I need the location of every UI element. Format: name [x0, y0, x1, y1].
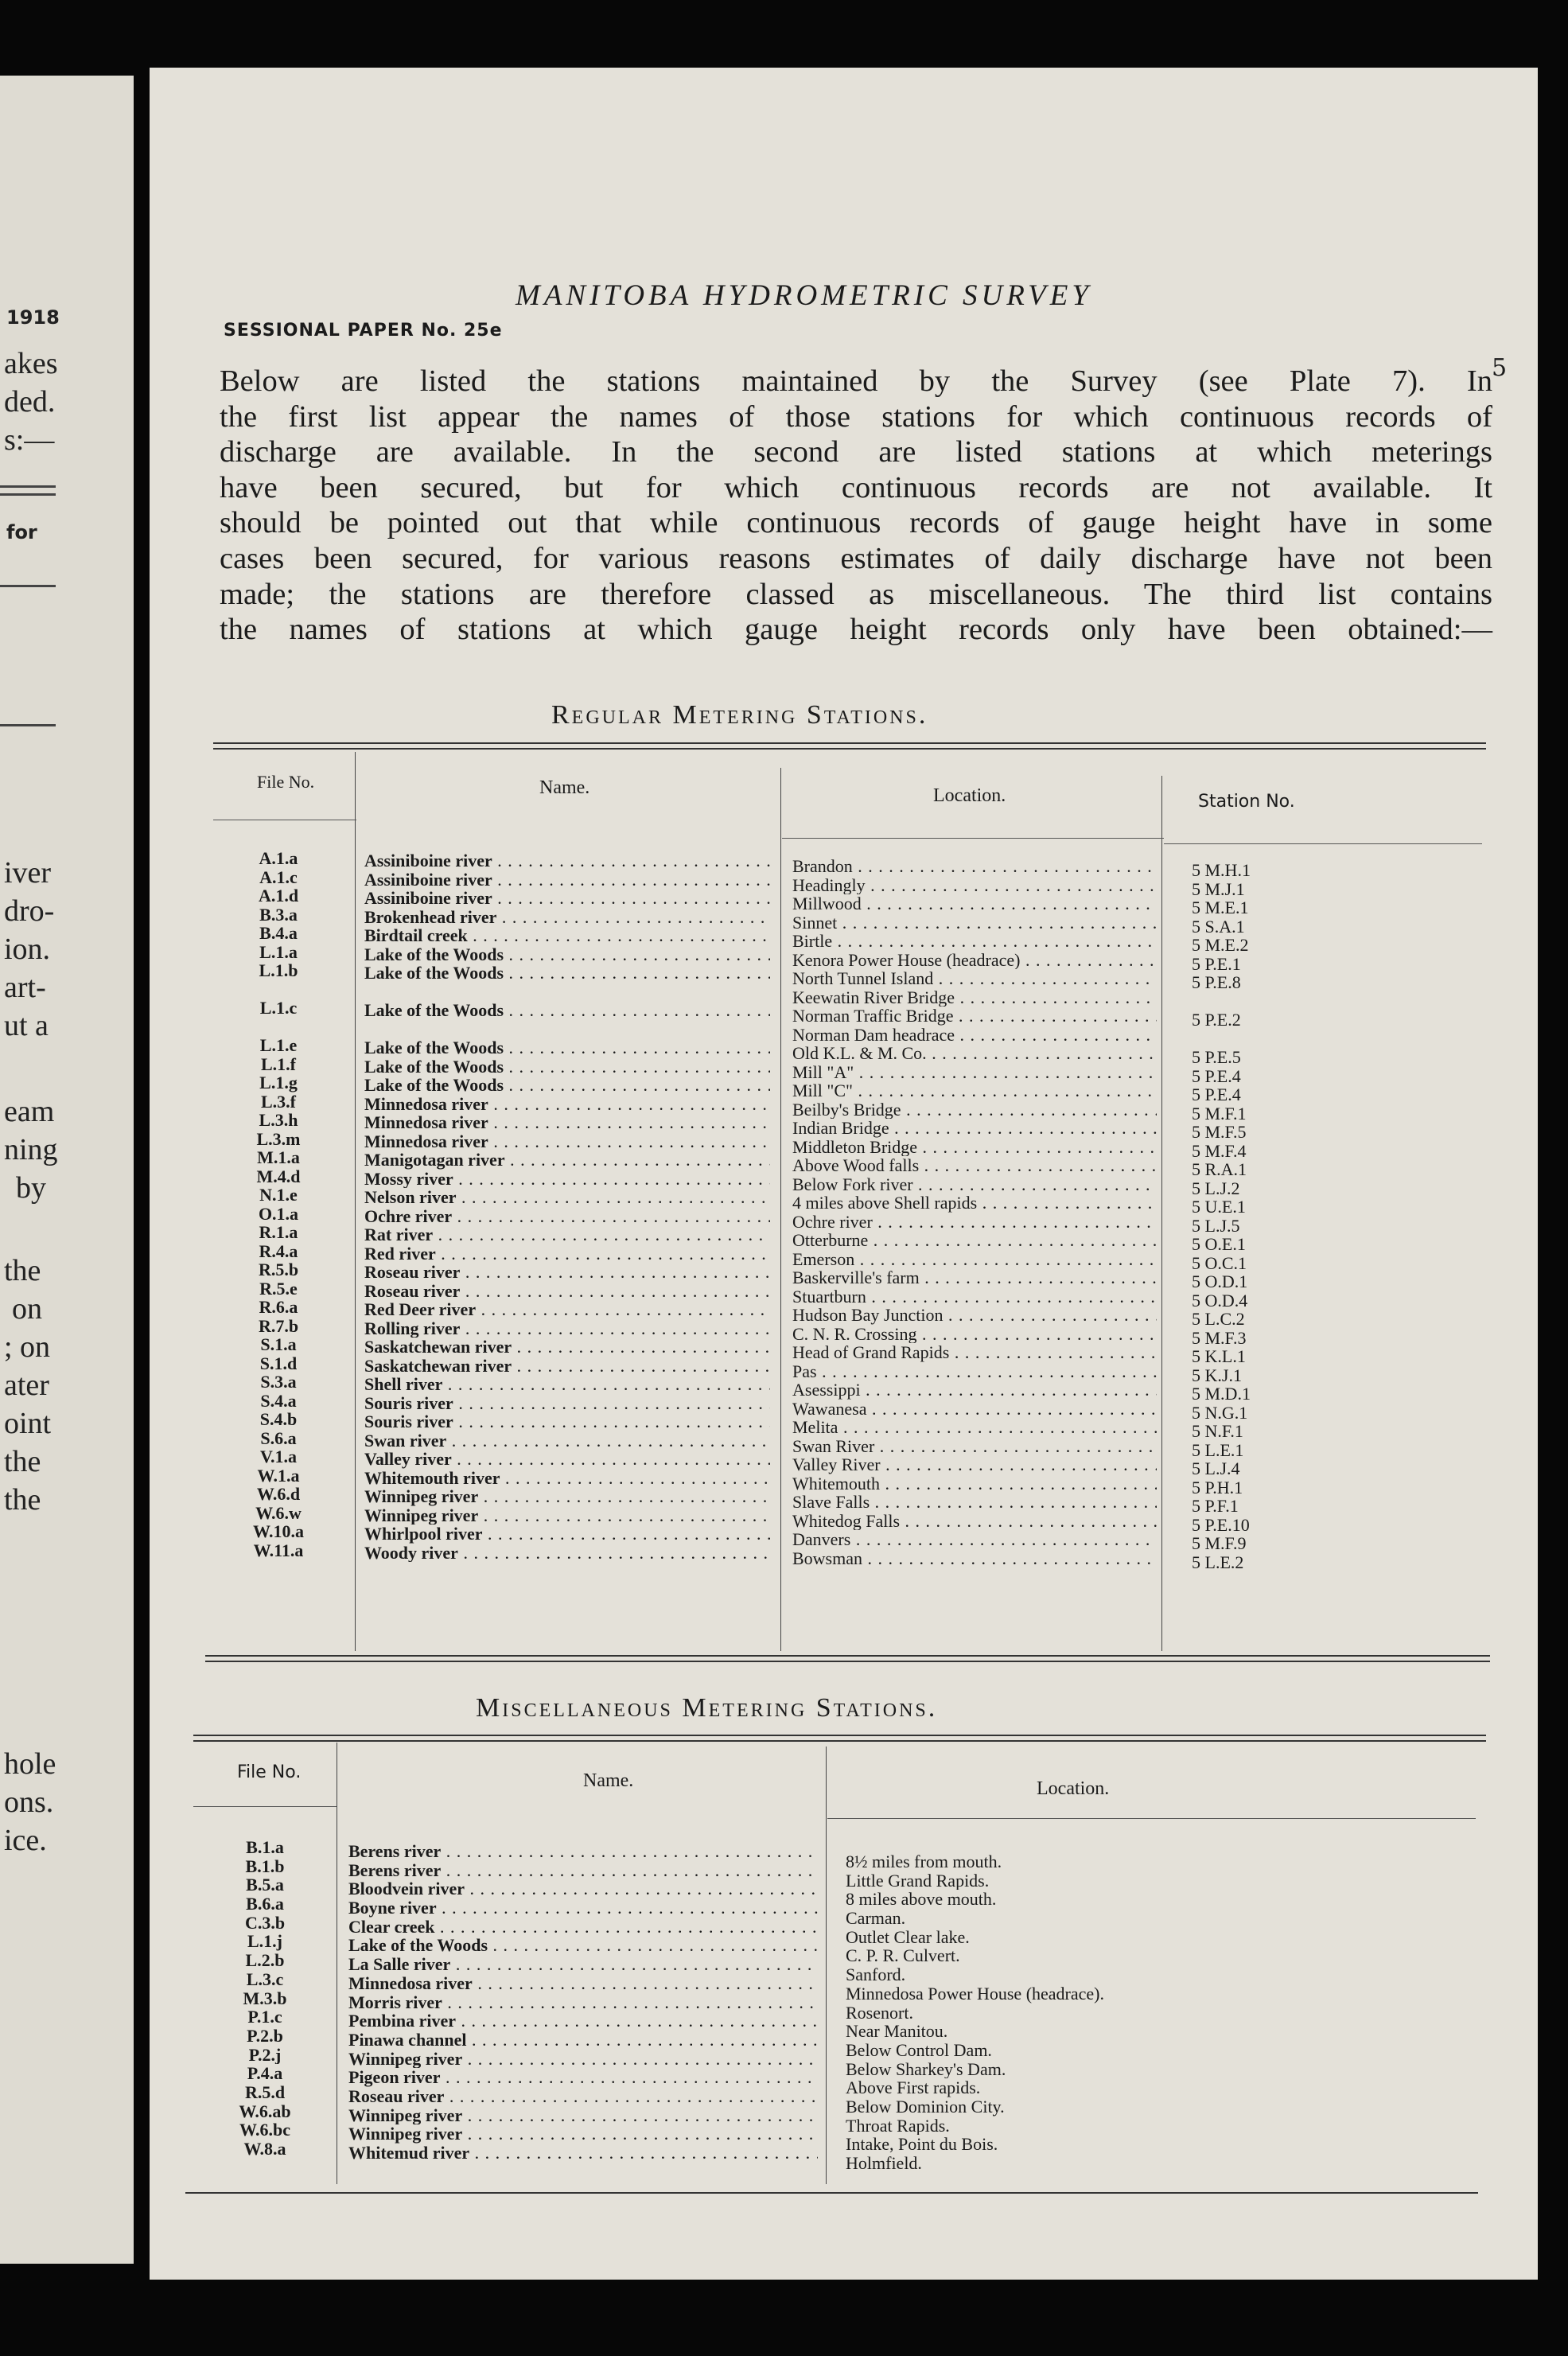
column-divider	[355, 752, 356, 1651]
regular-station-cell: 5 O.D.1	[1192, 1272, 1248, 1291]
regular-location-cell: Swan River . . .	[792, 1437, 1157, 1456]
left-page-fragment: art-	[4, 971, 46, 1004]
regular-name-cell: Winnipeg river . . .	[364, 1506, 770, 1525]
regular-file-no-cell: O.1.a	[258, 1204, 299, 1223]
regular-name-cell: Birdtail creek . . .	[364, 926, 770, 945]
regular-station-cell	[1192, 992, 1351, 1011]
regular-name-cell: Assiniboine river . . .	[364, 870, 770, 890]
regular-file-no-cell: A.1.a	[259, 849, 298, 868]
regular-station-column	[1192, 861, 1351, 1571]
regular-file-no-cell	[223, 980, 334, 999]
regular-file-no-cell: L.1.a	[259, 942, 298, 961]
misc-file-column	[209, 1838, 321, 2159]
regular-name-cell: Red river . . .	[364, 1244, 770, 1264]
misc-file-no-cell: B.1.a	[246, 1838, 284, 1857]
left-page-fragment: by	[16, 1171, 46, 1205]
regular-station-cell: 5 N.G.1	[1192, 1403, 1248, 1422]
regular-location-cell: Valley River . . .	[792, 1455, 1157, 1474]
misc-location-cell: Holmfield.	[846, 2154, 922, 2173]
regular-location-cell: Birtle . . .	[792, 932, 1157, 951]
misc-location-cell: Below Sharkey's Dam.	[846, 2059, 1006, 2079]
misc-location-column	[846, 1852, 1474, 2173]
misc-name-cell: Morris river . . .	[348, 1993, 818, 2012]
left-page-fragment: hole	[4, 1747, 56, 1781]
regular-name-cell: Lake of the Woods . . .	[364, 945, 770, 964]
left-page-fragment: ion.	[4, 933, 51, 966]
regular-location-cell: Above Wood falls . . .	[792, 1156, 1157, 1175]
regular-location-cell: Beilby's Bridge . . .	[792, 1100, 1157, 1120]
regular-name-cell: Manigotagan river . . .	[364, 1151, 770, 1170]
regular-location-cell: Mill "C" . . .	[792, 1081, 1157, 1100]
regular-station-cell: 5 P.E.4	[1192, 1066, 1241, 1085]
regular-name-cell: Souris river . . .	[364, 1394, 770, 1413]
regular-file-no-cell: S.4.b	[259, 1410, 298, 1429]
regular-file-no-cell: L.3.h	[259, 1111, 298, 1130]
misc-location-cell: Throat Rapids.	[846, 2116, 950, 2136]
regular-location-cell: Indian Bridge . . .	[792, 1119, 1157, 1138]
regular-file-no-cell: A.1.d	[258, 886, 299, 905]
left-page-rule	[0, 485, 56, 488]
misc-file-no-cell: M.3.b	[243, 1988, 287, 2008]
regular-location-cell: Bowsman . . .	[792, 1549, 1157, 1568]
regular-name-cell: Valley river . . .	[364, 1450, 770, 1469]
column-divider	[780, 768, 781, 1651]
regular-station-cell: 5 P.H.1	[1192, 1478, 1243, 1497]
regular-file-no-cell: V.1.a	[259, 1447, 298, 1466]
intro-line: made; the stations are therefore classed as miscellaneous. The third list contains	[220, 577, 1492, 611]
header-file-no: File No.	[257, 772, 315, 792]
regular-file-no-cell: M.4.d	[256, 1166, 301, 1186]
header-name: Name.	[539, 777, 590, 798]
table-rule	[193, 1735, 1486, 1736]
misc-header-file-no: File No.	[237, 1762, 302, 1782]
misc-location-cell: Intake, Point du Bois.	[846, 2135, 998, 2154]
header-underline	[193, 1806, 337, 1807]
misc-file-no-cell: W.8.a	[243, 2140, 286, 2159]
misc-file-no-cell: R.5.d	[244, 2082, 286, 2102]
regular-name-cell: Swan river . . .	[364, 1431, 770, 1451]
regular-name-cell: Whirlpool river . . .	[364, 1525, 770, 1544]
regular-name-cell: Minnedosa river . . .	[364, 1113, 770, 1132]
misc-name-cell: Winnipeg river . . .	[348, 2050, 818, 2069]
misc-file-no-cell: L.3.c	[246, 1969, 284, 1989]
regular-file-no-cell: S.1.d	[259, 1353, 298, 1373]
regular-station-cell: 5 P.E.2	[1192, 1011, 1241, 1030]
regular-station-cell: 5 M.J.1	[1192, 879, 1245, 898]
intro-line: cases been secured, for various reasons estimates of daily discharge have not been	[220, 541, 1492, 575]
regular-location-cell: Baskerville's farm . . .	[792, 1268, 1157, 1287]
misc-name-cell: Pinawa channel . . .	[348, 2031, 818, 2050]
regular-location-cell: Brandon . . .	[792, 857, 1157, 876]
regular-name-column	[364, 851, 770, 1562]
table-rule	[213, 742, 1486, 744]
misc-location-cell: Carman.	[846, 1909, 906, 1928]
regular-file-no-cell: S.4.a	[260, 1391, 297, 1410]
regular-station-cell: 5 M.E.1	[1192, 898, 1249, 917]
misc-name-cell: Pigeon river . . .	[348, 2068, 818, 2087]
regular-station-cell: 5 M.F.5	[1192, 1123, 1247, 1142]
regular-name-cell: Whitemouth river . . .	[364, 1469, 770, 1488]
regular-location-cell: Melita . . .	[792, 1418, 1157, 1437]
left-page-fragment: ater	[4, 1369, 49, 1402]
regular-name-cell: Saskatchewan river . . .	[364, 1357, 770, 1376]
regular-station-cell: 5 P.E.4	[1192, 1085, 1241, 1104]
left-page-rule	[0, 585, 56, 587]
regular-file-no-cell: R.5.b	[258, 1260, 299, 1279]
header-location: Location.	[933, 785, 1006, 806]
regular-location-cell: Danvers . . .	[792, 1530, 1157, 1549]
regular-station-cell: 5 M.F.4	[1192, 1141, 1247, 1160]
regular-name-cell: Roseau river . . .	[364, 1282, 770, 1301]
regular-location-cell: Ochre river . . .	[792, 1213, 1157, 1232]
misc-file-no-cell: C.3.b	[244, 1913, 286, 1933]
misc-location-cell: Below Dominion City.	[846, 2097, 1005, 2117]
intro-line: should be pointed out that while continuous records of gauge height have in some	[220, 506, 1492, 540]
regular-location-cell: Otterburne . . .	[792, 1231, 1157, 1250]
regular-station-cell: 5 M.H.1	[1192, 861, 1251, 880]
regular-station-cell: 5 P.E.5	[1192, 1048, 1241, 1067]
page-number: 5	[1492, 354, 1508, 382]
regular-station-cell: 5 M.E.2	[1192, 936, 1249, 955]
regular-file-no-cell: L.1.b	[259, 961, 298, 980]
regular-location-cell: Kenora Power House (headrace) . . .	[792, 951, 1157, 970]
regular-table-title: Regular Metering Stations.	[551, 700, 928, 730]
intro-line: have been secured, but for which continuous records are not available. It	[220, 470, 1492, 504]
regular-file-no-cell: S.3.a	[260, 1373, 297, 1392]
left-page-fragment: s:—	[4, 423, 55, 457]
table-rule	[213, 748, 1486, 750]
regular-file-column	[223, 849, 334, 1560]
regular-station-cell: 5 M.F.3	[1192, 1328, 1247, 1347]
regular-location-cell: Norman Dam headrace . . .	[792, 1026, 1157, 1045]
misc-file-no-cell: P.2.b	[247, 2026, 283, 2046]
regular-file-no-cell: W.6.d	[256, 1485, 301, 1504]
left-page-fragment: for	[6, 521, 37, 543]
regular-name-cell: Roseau river . . .	[364, 1263, 770, 1282]
regular-station-cell: 5 U.E.1	[1192, 1197, 1246, 1217]
misc-name-cell: Minnedosa river . . .	[348, 1974, 818, 1993]
regular-name-cell: Shell river . . .	[364, 1375, 770, 1394]
regular-name-cell: Red Deer river . . .	[364, 1300, 770, 1319]
regular-station-cell: 5 P.E.1	[1192, 954, 1241, 973]
regular-file-no-cell: R.7.b	[258, 1316, 299, 1335]
regular-station-cell: 5 N.F.1	[1192, 1422, 1243, 1441]
regular-location-cell: Stuartburn . . .	[792, 1287, 1157, 1307]
regular-location-cell: Wawanesa . . .	[792, 1400, 1157, 1419]
regular-location-cell: Whitemouth . . .	[792, 1474, 1157, 1493]
misc-file-no-cell: W.6.ab	[239, 2101, 291, 2121]
regular-name-cell: Lake of the Woods . . .	[364, 964, 770, 983]
misc-file-no-cell: B.6.a	[246, 1895, 284, 1914]
regular-name-cell: Minnedosa river . . .	[364, 1132, 770, 1151]
intro-line: discharge are available. In the second are listed stations at which meterings	[220, 435, 1492, 469]
regular-file-no-cell: B.3.a	[259, 905, 298, 924]
regular-name-cell: Minnedosa river . . .	[364, 1095, 770, 1114]
left-page-fragment: oint	[4, 1407, 52, 1440]
intro-line: the first list appear the names of those stations for which continuous records of	[220, 399, 1492, 434]
regular-location-cell: Middleton Bridge . . .	[792, 1138, 1157, 1157]
regular-name-cell: Nelson river . . .	[364, 1188, 770, 1207]
regular-file-no-cell: W.11.a	[253, 1540, 304, 1560]
misc-location-cell: Below Control Dam.	[846, 2040, 992, 2060]
left-page-fragment: 1918	[6, 306, 60, 329]
misc-file-no-cell: L.2.b	[245, 1951, 285, 1970]
regular-location-cell: Below Fork river . . .	[792, 1175, 1157, 1194]
regular-file-no-cell: L.3.f	[261, 1092, 296, 1111]
misc-location-cell: C. P. R. Culvert.	[846, 1946, 960, 1966]
misc-name-cell: Whitemud river . . .	[348, 2144, 818, 2163]
intro-paragraph	[220, 364, 1492, 648]
left-page-fragment: the	[4, 1254, 41, 1287]
misc-name-cell: Berens river . . .	[348, 1861, 818, 1880]
misc-location-cell: Above First rapids.	[846, 2078, 981, 2097]
regular-station-cell: 5 L.E.1	[1192, 1440, 1244, 1459]
regular-station-cell: 5 O.D.4	[1192, 1291, 1248, 1310]
regular-file-no-cell: R.1.a	[259, 1223, 298, 1242]
left-page-fragment: akes	[4, 347, 58, 380]
regular-location-cell: Head of Grand Rapids . . .	[792, 1343, 1157, 1362]
regular-file-no-cell: W.10.a	[253, 1522, 304, 1541]
regular-location-cell: C. N. R. Crossing . . .	[792, 1325, 1157, 1344]
misc-file-no-cell: B.1.b	[245, 1856, 285, 1876]
regular-station-cell: 5 O.E.1	[1192, 1235, 1246, 1254]
regular-location-cell: Mill "A" . . .	[792, 1063, 1157, 1082]
sessional-paper-label: SESSIONAL PAPER No. 25e	[224, 321, 503, 341]
regular-file-no-cell: R.6.a	[259, 1298, 298, 1317]
left-page-fragment: dro-	[4, 894, 55, 928]
misc-file-no-cell: P.1.c	[247, 2007, 282, 2027]
regular-name-cell	[364, 1020, 770, 1039]
regular-file-no-cell: L.1.f	[261, 1054, 296, 1073]
misc-name-cell: Winnipeg river . . .	[348, 2106, 818, 2125]
misc-name-cell: Bloodvein river . . .	[348, 1879, 818, 1898]
running-head-title: MANITOBA HYDROMETRIC SURVEY	[516, 279, 1092, 312]
regular-station-cell: 5 L.J.5	[1192, 1216, 1240, 1235]
regular-station-cell: 5 L.C.2	[1192, 1310, 1245, 1329]
misc-name-cell: Roseau river . . .	[348, 2087, 818, 2106]
misc-name-cell: La Salle river . . .	[348, 1955, 818, 1974]
misc-file-no-cell: L.1.j	[247, 1932, 282, 1952]
regular-location-cell: Asessippi . . .	[792, 1380, 1157, 1400]
regular-location-cell: Pas . . .	[792, 1362, 1157, 1381]
left-page-fragment: ded.	[4, 385, 56, 419]
regular-file-no-cell: B.4.a	[259, 924, 298, 943]
regular-file-no-cell: L.1.e	[259, 1036, 298, 1055]
regular-file-no-cell: L.1.g	[259, 1073, 298, 1092]
regular-station-cell: 5 P.E.10	[1192, 1515, 1250, 1534]
misc-name-column	[348, 1842, 818, 2163]
regular-file-no-cell: N.1.e	[259, 1186, 298, 1205]
misc-name-cell: Winnipeg river . . .	[348, 2124, 818, 2144]
regular-station-cell: 5 L.E.2	[1192, 1552, 1244, 1571]
misc-location-cell: 8 miles above mouth.	[846, 1890, 997, 1910]
left-page-fragment: ice.	[4, 1824, 47, 1857]
regular-station-cell: 5 O.C.1	[1192, 1253, 1247, 1272]
misc-name-cell: Lake of the Woods . . .	[348, 1936, 818, 1955]
regular-station-cell: 5 P.F.1	[1192, 1497, 1239, 1516]
table-rule	[205, 1655, 1490, 1657]
misc-file-no-cell: W.6.bc	[239, 2120, 290, 2140]
regular-station-cell: 5 R.A.1	[1192, 1160, 1247, 1179]
regular-location-cell: Hudson Bay Junction . . .	[792, 1306, 1157, 1325]
misc-table-title: Miscellaneous Metering Stations.	[476, 1693, 938, 1723]
misc-name-cell: Boyne river . . .	[348, 1898, 818, 1918]
misc-location-cell: 8½ miles from mouth.	[846, 1852, 1002, 1871]
regular-file-no-cell: R.4.a	[259, 1241, 298, 1260]
regular-name-cell: Lake of the Woods . . .	[364, 1001, 770, 1020]
regular-file-no-cell: W.6.w	[255, 1503, 302, 1522]
left-page-fragment: ning	[4, 1133, 58, 1166]
misc-location-cell: Minnedosa Power House (headrace).	[846, 1984, 1104, 2004]
regular-location-cell: Old K.L. & M. Co. . . .	[792, 1044, 1157, 1063]
misc-header-name: Name.	[583, 1770, 634, 1791]
regular-name-cell: Winnipeg river . . .	[364, 1487, 770, 1506]
left-page-rule	[0, 724, 56, 726]
regular-station-cell	[1192, 1030, 1351, 1049]
regular-file-no-cell	[223, 1018, 334, 1037]
left-page-fragment: iver	[4, 856, 52, 890]
regular-file-no-cell: A.1.c	[259, 867, 298, 886]
regular-station-cell: 5 K.J.1	[1192, 1365, 1242, 1384]
regular-name-cell: Brokenhead river . . .	[364, 908, 770, 927]
misc-location-cell: Near Manitou.	[846, 2022, 948, 2041]
left-page-rule	[0, 493, 56, 496]
column-divider	[1161, 776, 1162, 1651]
regular-station-cell: 5 S.A.1	[1192, 917, 1245, 936]
regular-file-no-cell: S.1.a	[260, 1335, 297, 1354]
regular-location-cell: Keewatin River Bridge . . .	[792, 988, 1157, 1007]
regular-name-cell: Saskatchewan river . . .	[364, 1338, 770, 1357]
regular-station-cell: 5 K.L.1	[1192, 1347, 1246, 1366]
misc-name-cell: Pembina river . . .	[348, 2011, 818, 2031]
misc-name-cell: Clear creek . . .	[348, 1918, 818, 1937]
regular-location-cell: Headingly . . .	[792, 876, 1157, 895]
intro-line: Below are listed the stations maintained by the Survey (see Plate 7). In	[220, 364, 1492, 398]
regular-file-no-cell: L.3.m	[256, 1129, 301, 1148]
regular-name-cell: Lake of the Woods . . .	[364, 1038, 770, 1057]
header-underline	[827, 1818, 1476, 1819]
misc-location-cell: Rosenort.	[846, 2003, 913, 2023]
header-station-no: Station No.	[1198, 792, 1295, 812]
table-rule	[185, 2192, 1478, 2194]
regular-name-cell: Souris river . . .	[364, 1412, 770, 1431]
regular-station-cell: 5 M.F.9	[1192, 1534, 1247, 1553]
regular-station-cell: 5 L.J.2	[1192, 1178, 1240, 1197]
misc-location-cell: Sanford.	[846, 1965, 906, 1984]
regular-location-cell: Sinnet . . .	[792, 913, 1157, 933]
regular-location-column	[792, 857, 1157, 1567]
misc-file-no-cell: P.4.a	[247, 2064, 283, 2083]
misc-location-cell: Outlet Clear lake.	[846, 1927, 970, 1947]
regular-file-no-cell: M.1.a	[257, 1148, 300, 1167]
left-page-fragment: eam	[4, 1095, 55, 1128]
column-divider	[826, 1747, 827, 2184]
misc-file-no-cell: P.2.j	[248, 2045, 282, 2065]
regular-station-cell: 5 M.F.1	[1192, 1104, 1247, 1123]
regular-name-cell: Mossy river . . .	[364, 1170, 770, 1189]
regular-name-cell: Ochre river . . .	[364, 1207, 770, 1226]
left-page-fragment: the	[4, 1483, 41, 1517]
regular-station-cell: 5 P.E.8	[1192, 973, 1241, 992]
regular-file-no-cell: L.1.c	[259, 999, 298, 1018]
left-page-fragment: on	[12, 1292, 42, 1326]
left-page-fragment: ut a	[4, 1009, 49, 1042]
regular-name-cell	[364, 983, 770, 1002]
regular-location-cell: Millwood . . .	[792, 894, 1157, 913]
misc-name-cell: Berens river . . .	[348, 1842, 818, 1861]
regular-location-cell: North Tunnel Island . . .	[792, 969, 1157, 988]
regular-name-cell: Assiniboine river . . .	[364, 851, 770, 870]
header-underline	[782, 838, 1164, 839]
table-rule	[205, 1661, 1490, 1662]
misc-location-cell: Little Grand Rapids.	[846, 1871, 990, 1891]
regular-name-cell: Lake of the Woods . . .	[364, 1076, 770, 1095]
intro-line: the names of stations at which gauge height records only have been obtained:—	[220, 613, 1492, 647]
regular-station-cell: 5 M.D.1	[1192, 1384, 1251, 1404]
regular-file-no-cell: W.1.a	[257, 1466, 300, 1485]
regular-location-cell: Norman Traffic Bridge . . .	[792, 1007, 1157, 1026]
regular-location-cell: Slave Falls . . .	[792, 1493, 1157, 1512]
left-page-fragment: ; on	[4, 1330, 51, 1364]
regular-file-no-cell: S.6.a	[260, 1428, 297, 1447]
regular-name-cell: Woody river . . .	[364, 1544, 770, 1563]
regular-name-cell: Lake of the Woods . . .	[364, 1057, 770, 1077]
regular-location-cell: Emerson . . .	[792, 1250, 1157, 1269]
regular-name-cell: Rolling river . . .	[364, 1319, 770, 1338]
document-page	[150, 68, 1538, 2280]
table-rule	[193, 1740, 1486, 1742]
left-page-fragment: ons.	[4, 1785, 54, 1819]
regular-name-cell: Assiniboine river . . .	[364, 889, 770, 908]
left-page-fragment: the	[4, 1445, 41, 1478]
misc-header-location: Location.	[1037, 1778, 1110, 1799]
regular-location-cell: 4 miles above Shell rapids . . .	[792, 1194, 1157, 1213]
left-page-edge	[0, 76, 134, 2264]
regular-name-cell: Rat river . . .	[364, 1225, 770, 1244]
regular-station-cell: 5 L.J.4	[1192, 1459, 1240, 1478]
header-underline	[1164, 843, 1482, 844]
regular-location-cell: Whitedog Falls . . .	[792, 1512, 1157, 1531]
misc-file-no-cell: B.5.a	[246, 1875, 284, 1895]
regular-file-no-cell: R.5.e	[259, 1279, 298, 1298]
